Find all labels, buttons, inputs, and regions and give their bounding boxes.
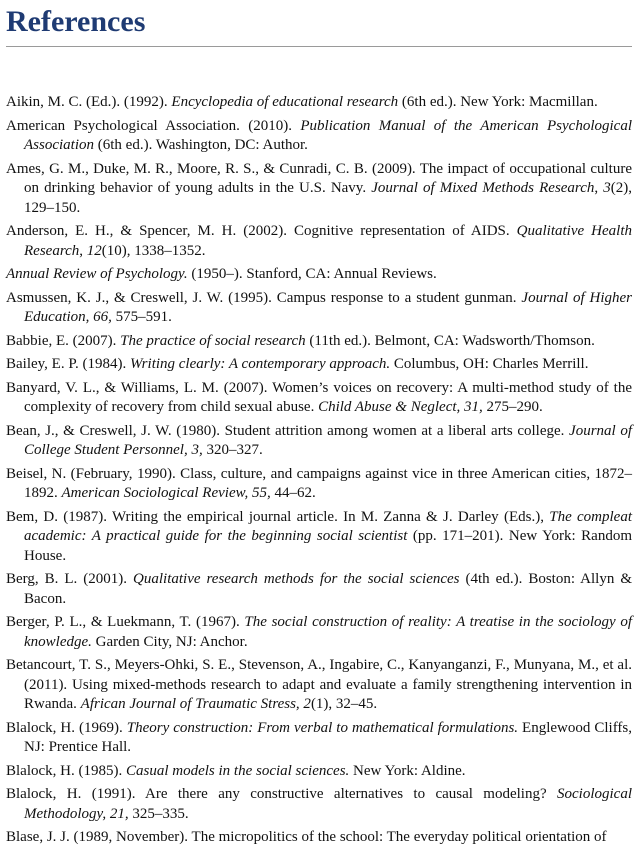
- reference-text: (10), 1338–1352.: [101, 242, 206, 259]
- reference-italic-text: Encyclopedia of educational research: [171, 94, 399, 110]
- reference-italic-text: 12: [86, 242, 102, 259]
- reference-text: American Psychological Association. (2010).: [6, 117, 301, 134]
- reference-italic-text: 3: [603, 180, 611, 196]
- reference-text: Babbie, E. (2007).: [6, 332, 121, 349]
- reference-text: Anderson, E. H., & Spencer, M. H. (2002). Cognitive representation of AIDS.: [6, 223, 517, 239]
- reference-text: 575–591.: [111, 309, 172, 325]
- reference-text: 320–327.: [202, 442, 263, 458]
- reference-text: Beisel, N. (February, 1990). Class, culture, and campaigns against vice in three American cities, 1872–1892.: [6, 465, 632, 501]
- reference-entry: [6, 785, 632, 824]
- reference-text: (4th ed.). Boston: Allyn & Bacon.: [24, 571, 633, 607]
- reference-italic-text: Journal of Higher Education, 66,: [24, 289, 632, 325]
- reference-entry: [6, 613, 632, 652]
- reference-text: Berger, P. L., & Luekmann, T. (1967).: [6, 614, 245, 630]
- reference-text: Ames, G. M., Duke, M. R., Moore, R. S., & Cunradi, C. B. (2009). The impact of occupational culture on drinking behavior of young adults in the U.S. Navy.: [6, 160, 632, 196]
- reference-text: Blalock, H. (1969).: [6, 719, 127, 736]
- reference-italic-text: The practice of social research: [120, 332, 306, 349]
- reference-entry: [6, 265, 632, 285]
- reference-text: 325–335.: [128, 805, 189, 822]
- reference-text: (1950–). Stanford, CA: Annual Reviews.: [187, 266, 437, 282]
- reference-italic-text: Sociological Methodology, 21,: [24, 786, 632, 822]
- reference-text: New York: Aldine.: [349, 762, 466, 779]
- reference-text: Blase, J. J. (1989, November). The micropolitics of the school: The everyday political orientation of: [6, 829, 607, 845]
- reference-text: Betancourt, T. S., Meyers-Ohki, S. E., Stevenson, A., Ingabire, C., Kanyanganzi, F., Munyana, M., et al. (2011). Using mixed-methods research to adapt and evaluate a family strengthening intervention in Rwanda.: [6, 657, 632, 712]
- heading-divider: [6, 46, 632, 47]
- reference-italic-text: American Sociological Review, 55,: [61, 485, 271, 501]
- reference-text: ,: [79, 242, 87, 259]
- reference-entry: [6, 93, 632, 113]
- reference-entry: [6, 508, 632, 567]
- reference-entry: [6, 289, 632, 328]
- reference-italic-text: Publication Manual of the American Psychological Association: [24, 117, 632, 153]
- reference-italic-text: The social construction of reality: A treatise in the sociology of knowledge.: [24, 614, 632, 650]
- reference-italic-text: Qualitative Health Research: [24, 223, 633, 259]
- reference-text: (11th ed.). Belmont, CA: Wadsworth/Thomson.: [305, 332, 595, 349]
- reference-text: (6th ed.). Washington, DC: Author.: [94, 137, 308, 153]
- reference-entry: [6, 160, 632, 219]
- reference-italic-text: Child Abuse & Neglect, 31,: [318, 399, 483, 415]
- reference-entry: [6, 222, 632, 261]
- reference-italic-text: Journal of Mixed Methods Research: [371, 180, 595, 196]
- reference-list: [6, 93, 632, 852]
- reference-entry: [6, 656, 632, 715]
- reference-italic-text: The compleat academic: A practical guide for the beginning social scientist: [24, 508, 633, 544]
- reference-text: (2), 129–150.: [24, 180, 632, 216]
- reference-entry: [6, 570, 632, 609]
- reference-text: Blalock, H. (1991). Are there any constructive alternatives to causal modeling?: [6, 786, 557, 802]
- reference-entry: [6, 465, 632, 504]
- reference-italic-text: Writing clearly: A contemporary approach.: [130, 356, 391, 372]
- reference-text: Bailey, E. P. (1984).: [6, 356, 131, 372]
- reference-text: (6th ed.). New York: Macmillan.: [398, 94, 598, 110]
- reference-entry: [6, 332, 632, 352]
- reference-text: Banyard, V. L., & Williams, L. M. (2007). Women’s voices on recovery: A multi-method study of the complexity of recovery from child sexual abuse.: [6, 379, 632, 415]
- reference-text: (pp. 171–201). New York: Random House.: [24, 528, 632, 564]
- reference-text: Asmussen, K. J., & Creswell, J. W. (1995). Campus response to a student gunman.: [6, 289, 522, 306]
- reference-text: Bean, J., & Creswell, J. W. (1980). Student attrition among women at a liberal arts college.: [6, 422, 570, 439]
- reference-text: Aikin, M. C. (Ed.). (1992).: [6, 94, 172, 110]
- reference-text: (1), 32–45.: [310, 696, 378, 712]
- reference-italic-text: Casual models in the social sciences.: [125, 762, 350, 779]
- reference-italic-text: Annual Review of Psychology.: [6, 266, 188, 282]
- reference-text: Garden City, NJ: Anchor.: [91, 633, 248, 650]
- reference-entry: [6, 379, 632, 418]
- reference-entry: [6, 828, 632, 848]
- reference-entry: [6, 355, 632, 375]
- reference-entry: [6, 117, 632, 156]
- reference-entry: [6, 719, 632, 758]
- reference-text: 44–62.: [270, 485, 316, 501]
- reference-text: Blalock, H. (1985).: [6, 762, 126, 779]
- reference-text: 275–290.: [482, 399, 543, 415]
- reference-italic-text: Journal of College Student Personnel, 3,: [24, 422, 632, 458]
- reference-text: ,: [594, 180, 604, 196]
- reference-italic-text: Qualitative research methods for the social sciences: [133, 571, 460, 587]
- reference-italic-text: Theory construction: From verbal to mathematical formulations.: [126, 719, 519, 736]
- reference-text: Columbus, OH: Charles Merrill.: [390, 356, 589, 372]
- reference-text: Bem, D. (1987). Writing the empirical journal article. In M. Zanna & J. Darley (Eds.),: [6, 508, 550, 525]
- reference-entry: [6, 762, 632, 782]
- page-heading: References: [6, 5, 146, 38]
- reference-text: Berg, B. L. (2001).: [6, 571, 134, 587]
- reference-entry: [6, 422, 632, 461]
- reference-text: Englewood Cliffs, NJ: Prentice Hall.: [24, 719, 633, 755]
- reference-italic-text: African Journal of Traumatic Stress, 2: [80, 696, 311, 712]
